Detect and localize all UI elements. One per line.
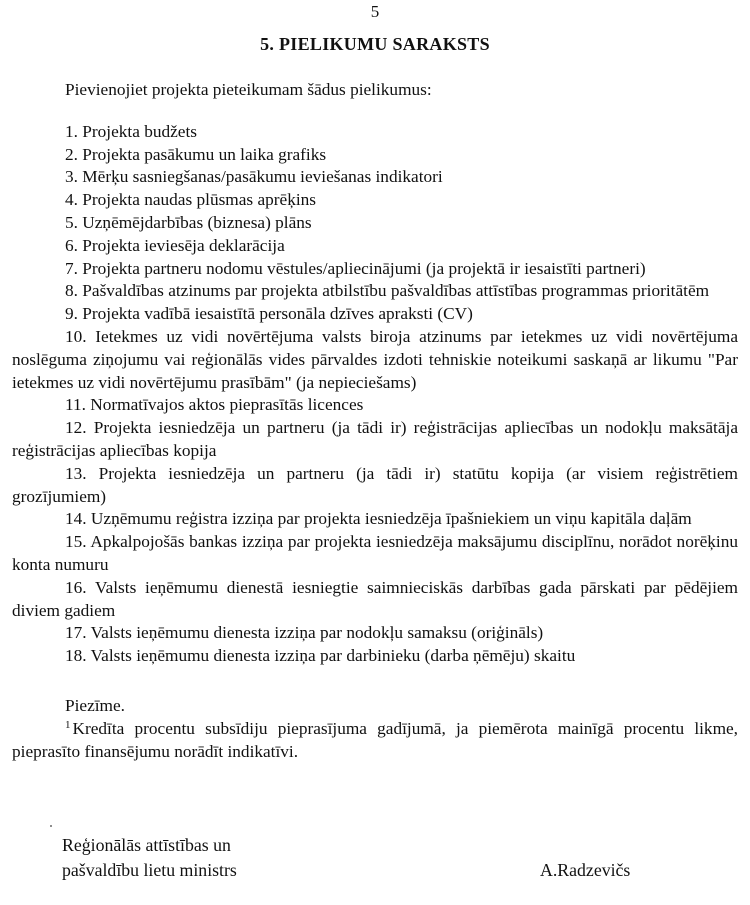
list-item: 12. Projekta iesniedzēja un partneru (ja tādi ir) reģistrācijas apliecības un nodokļu maksātāja reģistrācijas apliecības kopija (12, 418, 738, 460)
list-item: 8. Pašvaldības atzinums par projekta atbilstību pašvaldības attīstības programmas prioritātēm (65, 281, 710, 301)
list-item: 13. Projekta iesniedzēja un partneru (ja tādi ir) statūtu kopija (ar visiem reģistrētiem grozījumiem) (12, 463, 738, 506)
scan-artifact-dot (50, 825, 52, 827)
list-item: 15. Apkalpojošās bankas izziņa par projekta iesniedzēja maksājumu disciplīnu, norādot norēķinu konta numuru (12, 532, 738, 574)
signatory-name: A.Radzevičs (540, 860, 631, 880)
note-text: Kredīta procentu subsīdiju pieprasījuma gadījumā, ja piemērota mainīgā procentu likme, pieprasīto finansējumu norādīt indikatīvi. (12, 718, 738, 761)
page-title: 5. PIELIKUMU SARAKSTS (260, 34, 490, 54)
list-item: 18. Valsts ieņēmumu dienesta izziņa par darbinieku (darba ņēmēju) skaitu (65, 646, 576, 666)
document-body (12, 79, 738, 763)
page-number: 5 (370, 2, 380, 21)
list-item: 3. Mērķu sasniegšanas/pasākumu ieviešanas indikatori (65, 167, 443, 187)
list-item: 4. Projekta naudas plūsmas aprēķins (65, 190, 317, 210)
footnote-marker: 1 (65, 718, 71, 731)
list-item: 2. Projekta pasākumu un laika grafiks (65, 144, 327, 164)
list-item: 11. Normatīvajos aktos pieprasītās licences (65, 395, 364, 415)
list-item: 17. Valsts ieņēmumu dienesta izziņa par nodokļu samaksu (oriģināls) (65, 623, 544, 643)
list-item: 1. Projekta budžets (65, 121, 197, 141)
signatory-title-line-1: Reģionālās attīstības un (62, 835, 231, 855)
note-block (12, 695, 738, 763)
signature-row (62, 833, 742, 883)
list-item: 5. Uzņēmējdarbības (biznesa) plāns (65, 212, 312, 232)
note-paragraph (12, 718, 738, 764)
signatory-title (62, 833, 482, 883)
list-item: 14. Uzņēmumu reģistra izziņa par projekta iesniedzēja īpašniekiem un viņu kapitāla daļām (65, 509, 692, 529)
intro-paragraph: Pievienojiet projekta pieteikumam šādus pielikumus: (65, 80, 432, 99)
list-item: 16. Valsts ieņēmumu dienestā iesniegtie saimnieciskās darbības gada pārskati par pēdējiem diviem gadiem (12, 577, 738, 620)
list-item: 7. Projekta partneru nodomu vēstules/apliecinājumi (ja projektā ir iesaistīti partneri) (65, 258, 646, 278)
note-heading: Piezīme. (65, 695, 125, 715)
list-item: 10. Ietekmes uz vidi novērtējuma valsts biroja atzinums par ietekmes uz vidi novērtējuma noslēguma ziņojumu vai reģionālās vides pārvaldes izdoti tehniskie noteikumi saskaņā ar likumu "Par ietekmes uz vidi novērtējumu prasībām" (ja nepieciešams) (12, 326, 738, 392)
list-item: 6. Projekta ieviesēja deklarācija (65, 235, 285, 255)
signatory-title-line-2: pašvaldību lietu ministrs (62, 860, 237, 880)
signature-block (62, 833, 742, 883)
list-item: 9. Projekta vadībā iesaistītā personāla dzīves apraksti (CV) (65, 304, 473, 324)
